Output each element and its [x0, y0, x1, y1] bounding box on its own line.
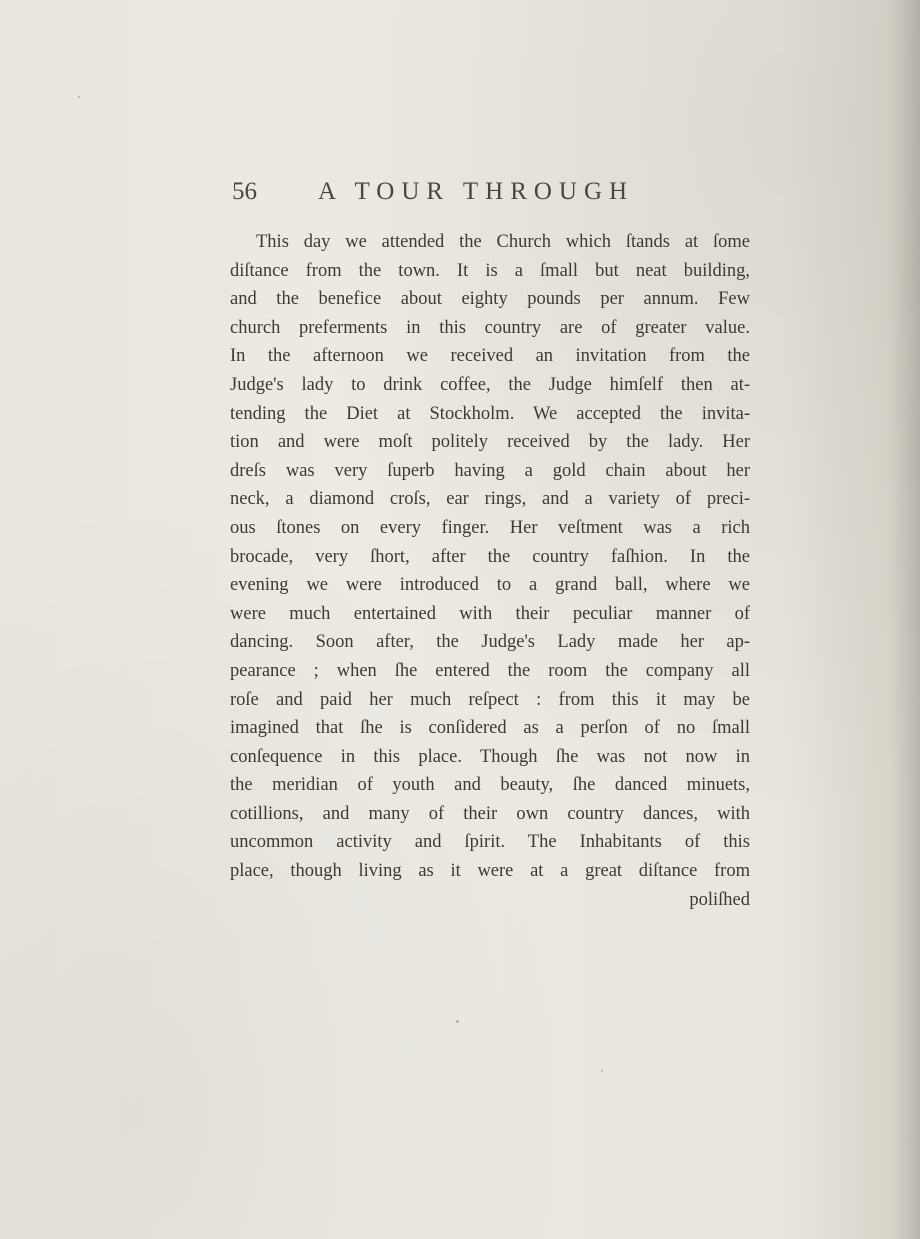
- text-line: imagined that ſhe is conſidered as a perſon of no ſmall: [230, 718, 750, 739]
- page-header: [232, 178, 702, 218]
- text-line: ous ſtones on every finger. Her veſtment was a rich: [230, 517, 750, 538]
- text-line: In the afternoon we received an invitation from the: [230, 346, 750, 367]
- text-line: Judge's lady to drink coffee, the Judge himſelf then at-: [230, 374, 750, 395]
- catchword: poliſhed: [689, 889, 750, 910]
- text-line: tion and were moſt politely received by the lady. Her: [230, 432, 750, 453]
- text-line: pearance ; when ſhe entered the room the company all: [230, 660, 750, 681]
- text-line: tending the Diet at Stockholm. We accepted the invita-: [230, 403, 750, 424]
- text-line: dancing. Soon after, the Judge's Lady made her ap-: [230, 632, 750, 653]
- text-line: uncommon activity and ſpirit. The Inhabitants of this: [230, 832, 750, 853]
- body-text: [230, 228, 750, 914]
- text-line: church preferments in this country are of greater value.: [230, 317, 750, 338]
- page-edge-shadow: [888, 0, 920, 1239]
- text-line: the meridian of youth and beauty, ſhe danced minuets,: [230, 775, 750, 796]
- text-line: place, though living as it were at a great diſtance from: [230, 861, 750, 882]
- page-number: 56: [232, 178, 257, 205]
- paper-speck: [601, 1070, 603, 1072]
- text-line: dreſs was very ſuperb having a gold chain about her: [230, 460, 750, 481]
- text-line: conſequence in this place. Though ſhe was not now in: [230, 746, 750, 767]
- text-line: brocade, very ſhort, after the country faſhion. In the: [230, 546, 750, 567]
- paper-speck: [456, 1020, 459, 1023]
- text-line: roſe and paid her much reſpect : from this it may be: [230, 689, 750, 710]
- text-line: evening we were introduced to a grand ball, where we: [230, 575, 750, 596]
- text-line: were much entertained with their peculiar manner of: [230, 603, 750, 624]
- text-line: This day we attended the Church which ſtands at ſome: [256, 232, 750, 252]
- text-line: diſtance from the town. It is a ſmall but neat building,: [230, 260, 750, 281]
- text-line: neck, a diamond croſs, ear rings, and a variety of preci-: [230, 489, 750, 510]
- text-line: cotillions, and many of their own country dances, with: [230, 803, 750, 824]
- running-head: A TOUR THROUGH: [318, 178, 635, 205]
- paper-speck: [78, 96, 80, 98]
- text-line: and the benefice about eighty pounds per annum. Few: [230, 289, 750, 310]
